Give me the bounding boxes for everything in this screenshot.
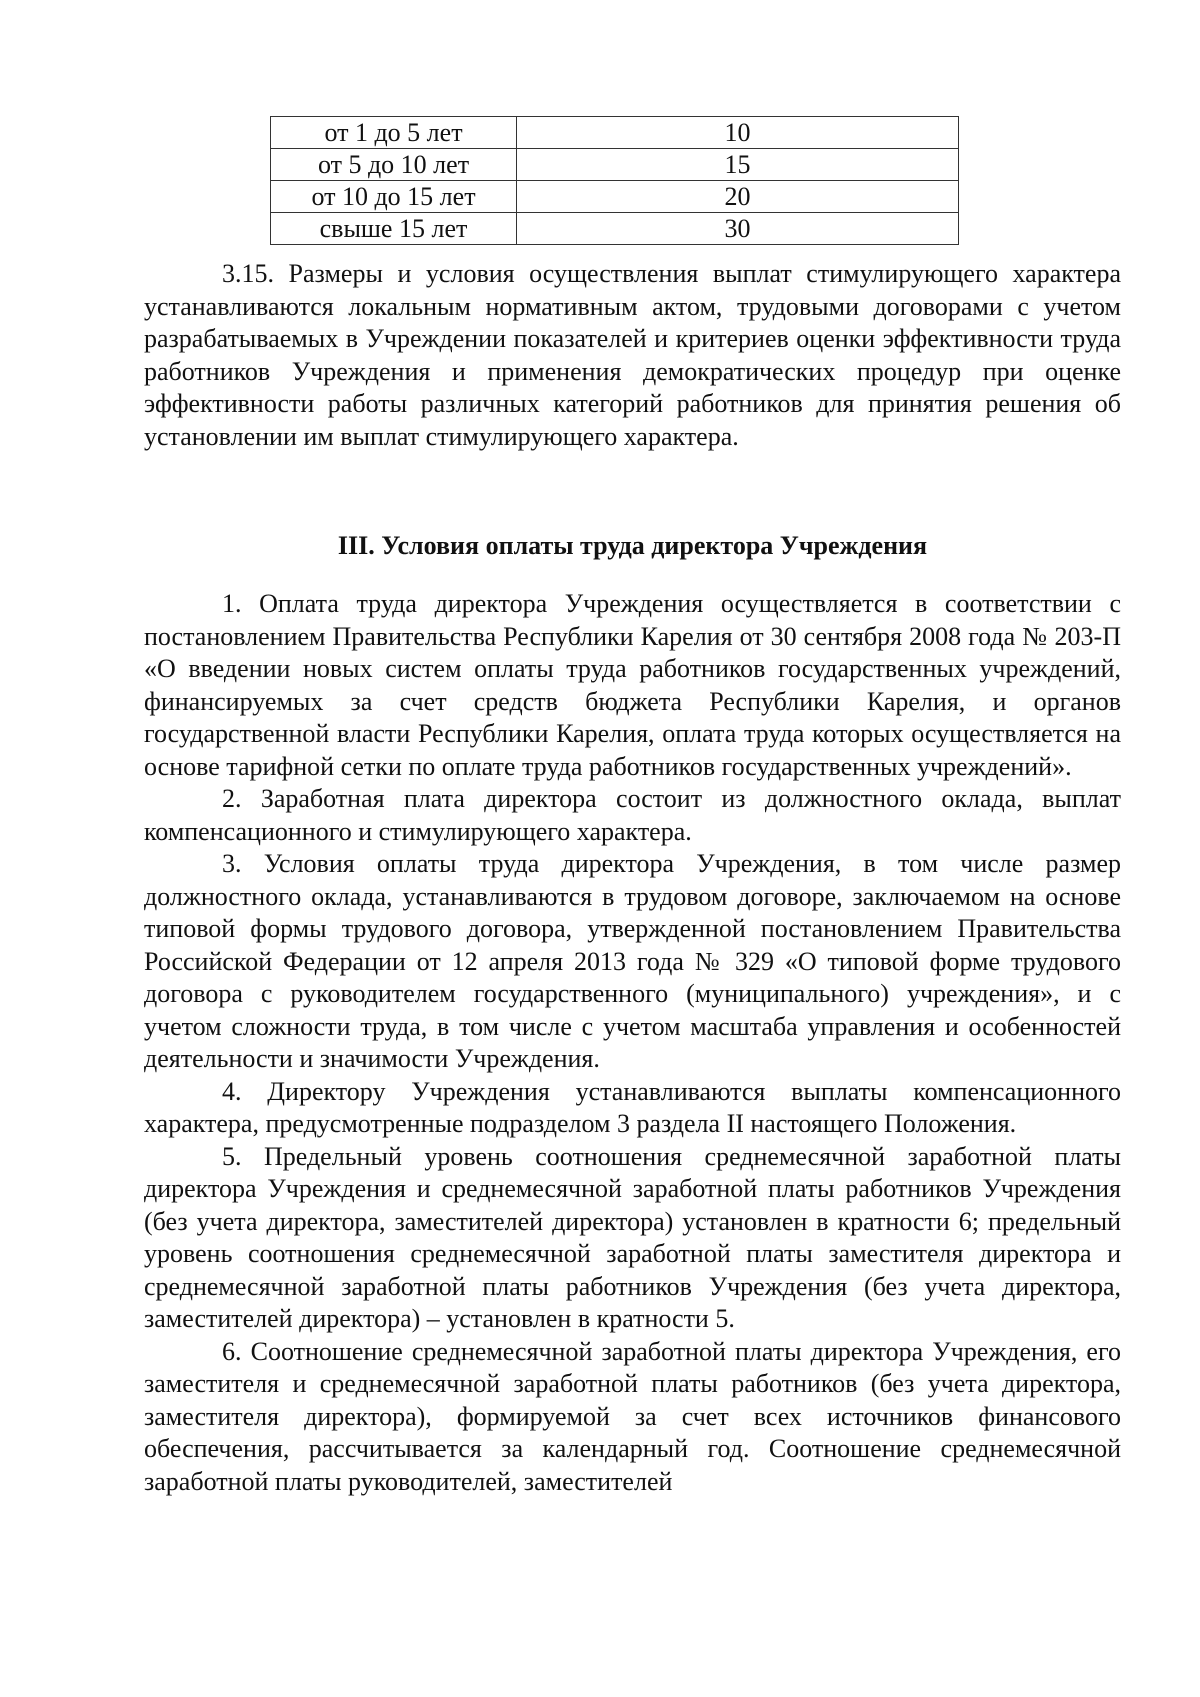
section-body [144,588,1121,1498]
table-row [271,117,959,149]
paragraph-3-15: 3.15. Размеры и условия осуществления выплат стимулирующего характера устанавливаются локальным нормативным актом, трудовыми договорами с учетом разрабатываемых в Учреждении показателей и критериев оценки эффективности труда работников Учреждения и применения демократических процедур при оценке эффективности работы различных категорий работников для принятия решения об установлении им выплат стимулирующего характера. [144,259,1121,451]
table-cell-value: 30 [517,213,959,245]
section-paragraph-2: 2. Заработная плата директора состоит из должностного оклада, выплат компенсационного и стимулирующего характера. [144,784,1121,846]
section-heading: III. Условия оплаты труда директора Учреждения [337,531,928,560]
section-paragraph-4: 4. Директору Учреждения устанавливаются выплаты компенсационного характера, предусмотренные подразделом 3 раздела II настоящего Положения. [144,1076,1121,1138]
section-paragraph-3: 3. Условия оплаты труда директора Учреждения, в том числе размер должностного оклада, устанавливаются в трудовом договоре, заключаемом на основе типовой формы трудового договора, утвержденной постановлением Правительства Российской Федерации от 12 апреля 2013 года № 329 «О типовой форме трудового договора с руководителем государственного (муниципального) учреждения», и с учетом сложности труда, в том числе с учетом масштаба управления и особенностей деятельности и значимости Учреждения. [144,849,1121,1073]
table-cell-value: 15 [517,149,959,181]
table-row [271,181,959,213]
section-paragraph-5: 5. Предельный уровень соотношения среднемесячной заработной платы директора Учреждения и среднемесячной заработной платы работников Учреждения (без учета директора, заместителей директора) установлен в кратности 6; предельный уровень соотношения среднемесячной заработной платы заместителя директора и среднемесячной заработной платы работников Учреждения (без учета директора, заместителей директора) – установлен в кратности 5. [144,1141,1121,1333]
section-paragraph-6: 6. Соотношение среднемесячной заработной платы директора Учреждения, его заместителя и среднемесячной заработной платы работников (без учета директора, заместителя директора), формируемой за счет всех источников финансового обеспечения, рассчитывается за календарный год. Соотношение среднемесячной заработной платы руководителей, заместителей [144,1336,1121,1496]
table-cell-period: свыше 15 лет [271,213,517,245]
paragraph-block-3-15 [144,258,1121,453]
table-row [271,149,959,181]
table-row [271,213,959,245]
table-cell-period: от 1 до 5 лет [271,117,517,149]
table-cell-value: 20 [517,181,959,213]
section-paragraph-1: 1. Оплата труда директора Учреждения осуществляется в соответствии с постановлением Правительства Республики Карелия от 30 сентября 2008 года № 203-П «О введении новых систем оплаты труда работников государственных учреждений, финансируемых за счет средств бюджета Республики Карелия, и органов государственной власти Республики Карелия, оплата труда которых осуществляется на основе тарифной сетки по оплате труда работников государственных учреждений». [144,589,1121,781]
table-cell-value: 10 [517,117,959,149]
table-cell-period: от 5 до 10 лет [271,149,517,181]
table-cell-period: от 10 до 15 лет [271,181,517,213]
seniority-table [270,116,959,245]
